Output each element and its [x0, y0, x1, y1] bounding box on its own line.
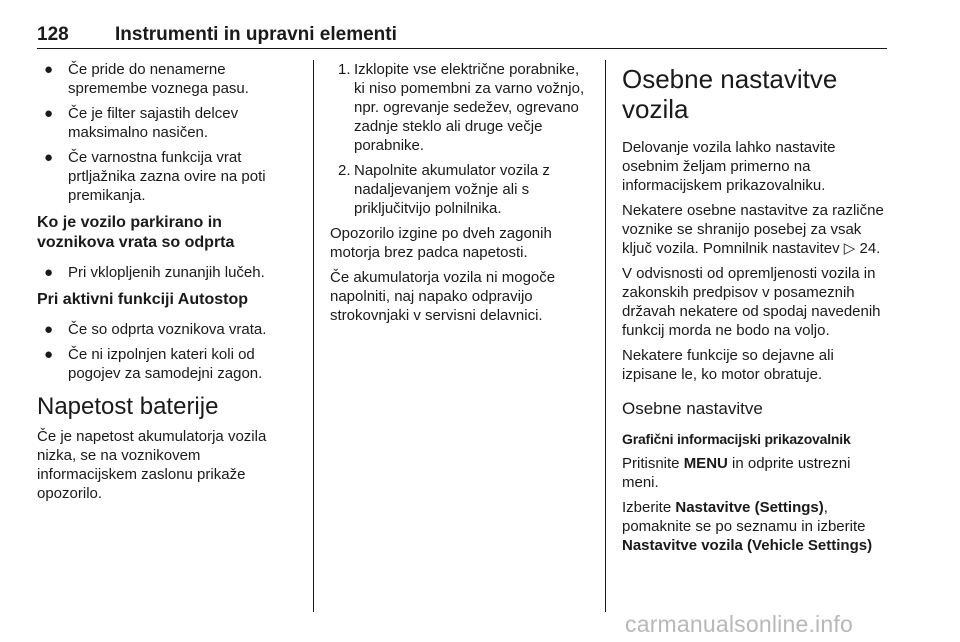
- page-reference-icon[interactable]: ▷: [843, 240, 856, 257]
- page-reference[interactable]: 24.: [855, 240, 881, 257]
- column-right: [622, 60, 890, 561]
- bullet-icon: ●: [44, 149, 54, 166]
- list-item: ● Če pride do nenamerne spremembe voznega pasu.: [44, 61, 249, 97]
- paragraph: Nekatere funkcije so dejavne ali izpisane le, ko motor obratuje.: [622, 347, 834, 383]
- paragraph: Nekatere osebne nastavitve za različne voznike se shranijo posebej za vsak ključ vozila. Pomnilnik nastavitev ▷ 24.: [622, 202, 884, 257]
- battery-paragraph: Če je napetost akumulatorja vozila nizka, se na voznikovem informacijskem zaslonu prikaže opozorilo.: [37, 428, 267, 502]
- page-number: 128: [37, 24, 69, 45]
- list-item: 1. Izklopite vse električne porabnike, ki niso pomembni za varno vožnjo, npr. ogrevanje sedežev, ogrevano zadnje steklo ali druge večje porabnike.: [338, 61, 585, 154]
- column-divider: [605, 60, 606, 612]
- list-item: ● Če so odprta voznikova vrata.: [44, 321, 267, 338]
- list-item: ● Če je filter sajastih delcev maksimalno nasičen.: [44, 105, 239, 141]
- menu-item-settings: Nastavitve (Settings): [675, 499, 824, 516]
- column-divider: [313, 60, 314, 612]
- watermark: carmanualsonline.info: [625, 611, 853, 637]
- subheading: Osebne nastavitve: [622, 399, 763, 418]
- paragraph: V odvisnosti od opremljenosti vozila in zakonskih predpisov v posameznih državah nekatere od spodaj navedenih funkcij morda ne bodo na voljo.: [622, 265, 881, 339]
- bullet-list: [37, 320, 299, 383]
- numbered-list: [330, 60, 592, 218]
- bullet-icon: ●: [44, 105, 54, 122]
- step-number: 2.: [338, 162, 351, 179]
- step-number: 1.: [338, 61, 351, 78]
- paragraph: Delovanje vozila lahko nastavite osebnim željam primerno na informacijskem prikazovalniku.: [622, 139, 836, 194]
- list-item: ● Če ni izpolnjen kateri koli od pogojev za samodejni zagon.: [44, 346, 263, 382]
- section-title: Instrumenti in upravni elementi: [115, 24, 397, 45]
- heading-autostop: Pri aktivni funkciji Autostop: [37, 291, 248, 308]
- bullet-icon: ●: [44, 346, 54, 363]
- list-item: 2. Napolnite akumulator vozila z nadaljevanjem vožnje ali s priključitvijo polnilnika.: [338, 162, 550, 217]
- paragraph: Izberite Nastavitve (Settings), pomaknite se po seznamu in izberite Nastavitve vozila (Vehicle Settings): [622, 499, 873, 554]
- bullet-icon: ●: [44, 61, 54, 78]
- bullet-list: [37, 263, 299, 282]
- heading-parked: Ko je vozilo parkirano in voznikova vrata so odprta: [37, 214, 235, 251]
- paragraph: Opozorilo izgine po dveh zagonih motorja brez padca napetosti.: [330, 225, 552, 261]
- header-divider: [37, 48, 887, 49]
- column-left: [37, 60, 299, 509]
- menu-item-vehicle-settings: Nastavitve vozila (Vehicle Settings): [622, 537, 873, 554]
- minor-heading: Grafični informacijski prikazovalnik: [622, 431, 851, 447]
- paragraph: Če akumulatorja vozila ni mogoče napolniti, naj napako odpravijo strokovnjaki v servisni delavnici.: [330, 269, 556, 324]
- column-middle: [330, 60, 592, 331]
- heading-battery: Napetost baterije: [37, 393, 219, 420]
- page-header: [37, 22, 887, 48]
- menu-key: MENU: [683, 455, 728, 472]
- paragraph: Pritisnite MENU in odprite ustrezni meni.: [622, 455, 851, 491]
- list-item: ● Če varnostna funkcija vrat prtljažnika zazna ovire na poti premikanja.: [44, 149, 266, 204]
- heading-personal-settings: Osebne nastavitve vozila: [622, 64, 838, 124]
- list-item: ● Pri vklopljenih zunanjih lučeh.: [44, 264, 265, 281]
- bullet-icon: ●: [44, 264, 54, 281]
- bullet-icon: ●: [44, 321, 54, 338]
- bullet-list: [37, 60, 299, 205]
